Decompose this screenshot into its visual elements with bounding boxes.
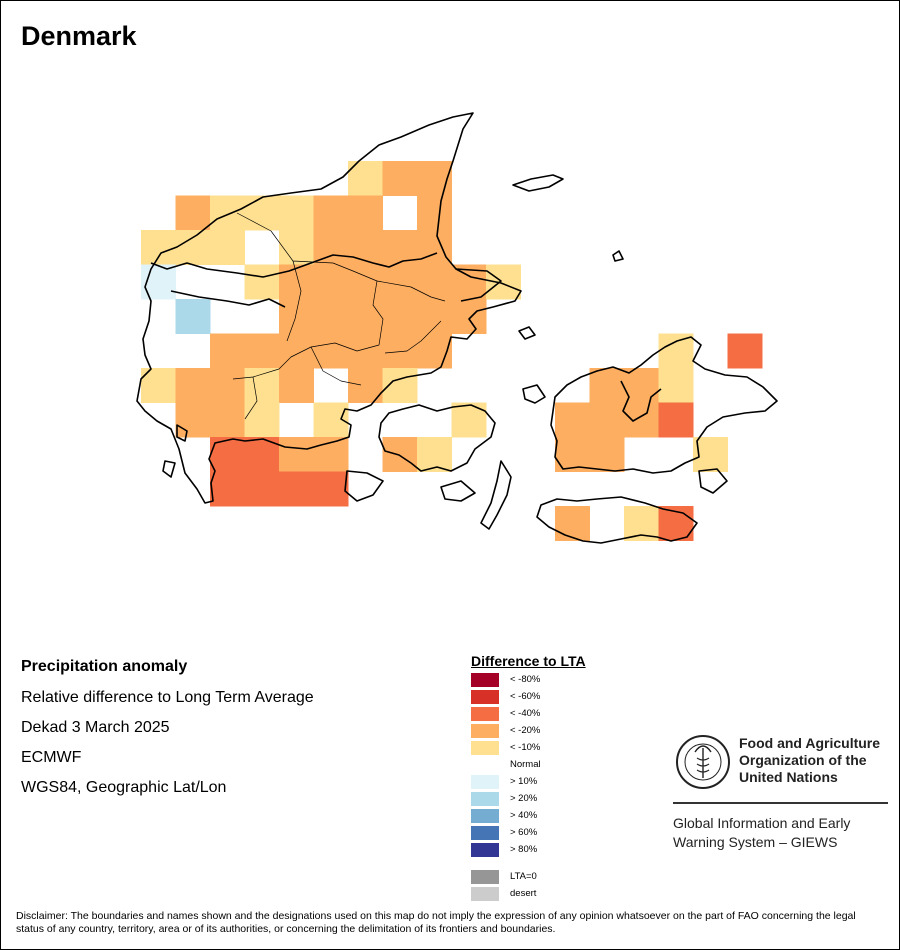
divider — [673, 802, 888, 804]
grid-cell — [348, 230, 383, 265]
grid-cell — [728, 334, 763, 369]
legend-swatch — [471, 870, 499, 884]
grid-cell — [210, 196, 245, 231]
legend-label: < -60% — [510, 691, 541, 702]
langeland — [481, 461, 511, 529]
legend-label: > 20% — [510, 793, 538, 804]
grid-cell — [383, 265, 418, 300]
grid-cell — [176, 368, 211, 403]
legend-label: > 80% — [510, 844, 538, 855]
grid-cell — [210, 230, 245, 265]
legend-swatch — [471, 724, 499, 738]
grid-cell — [555, 437, 590, 472]
grid-cell — [624, 403, 659, 438]
fao-name — [739, 735, 880, 786]
info-period: Dekad 3 March 2025 — [21, 719, 170, 736]
grid-cell — [417, 299, 452, 334]
grid-cell — [590, 368, 625, 403]
grid-cell — [279, 230, 314, 265]
legend-swatch — [471, 673, 499, 687]
giews-line1: Global Information and Early — [673, 815, 851, 831]
legend-label: > 60% — [510, 827, 538, 838]
grid-cell — [590, 403, 625, 438]
grid-cell — [452, 403, 487, 438]
grid-cell — [245, 403, 280, 438]
grid-cell — [383, 161, 418, 196]
legend-label: Normal — [510, 759, 541, 770]
info-subtitle: Relative difference to Long Term Average — [21, 689, 314, 706]
legend-label: LTA=0 — [510, 871, 537, 882]
grid-cell — [659, 334, 694, 369]
grid-cell — [210, 472, 245, 507]
grid-cell — [383, 437, 418, 472]
grid-cell — [555, 506, 590, 541]
legend-swatch — [471, 826, 499, 840]
hirsholmene — [613, 251, 623, 261]
grid-cell — [210, 334, 245, 369]
legend-label: desert — [510, 888, 537, 899]
grid-cell — [245, 472, 280, 507]
legend-swatch — [471, 741, 499, 755]
grid-cell — [176, 403, 211, 438]
legend-swatch — [471, 887, 499, 901]
legend-label: > 10% — [510, 776, 538, 787]
grid-cell — [279, 437, 314, 472]
grid-cell — [659, 368, 694, 403]
legend-swatch — [471, 809, 499, 823]
grid-cell — [176, 299, 211, 334]
legend-label: < -80% — [510, 674, 541, 685]
fao-name-line3: United Nations — [739, 769, 838, 785]
samso — [523, 385, 545, 403]
info-source: ECMWF — [21, 749, 82, 766]
grid-cell — [141, 230, 176, 265]
grid-cell — [245, 368, 280, 403]
grid-cell — [348, 265, 383, 300]
romo — [163, 461, 175, 477]
grid-cell — [314, 299, 349, 334]
grid-cell — [417, 437, 452, 472]
grid-cell — [279, 265, 314, 300]
disclaimer: Disclaimer: The boundaries and names shown and the designations used on this map do not imply the expression of any opinion whatsoever on the part of FAO concerning the legal status of any country, territory, area or of its authorities, or concerning the delimitation of its frontiers and boundaries. — [16, 910, 856, 935]
grid-cell — [383, 334, 418, 369]
legend-label: < -20% — [510, 725, 541, 736]
grid-cell — [210, 368, 245, 403]
grid-cell — [348, 196, 383, 231]
legend-title: Difference to LTA — [471, 653, 586, 669]
grid-cell — [417, 265, 452, 300]
grid-cell — [452, 299, 487, 334]
grid-cell — [176, 196, 211, 231]
grid-cell — [245, 334, 280, 369]
grid-cell — [417, 196, 452, 231]
legend-swatch — [471, 690, 499, 704]
grid-cell — [486, 265, 521, 300]
grid-cell — [279, 334, 314, 369]
grid-cell — [245, 196, 280, 231]
grid-cell — [590, 437, 625, 472]
grid-cell — [279, 472, 314, 507]
grid-cell — [348, 334, 383, 369]
fao-logo-icon — [673, 734, 733, 790]
grid-cell — [210, 403, 245, 438]
map-title: Denmark — [21, 21, 137, 51]
grid-cell — [383, 299, 418, 334]
legend-label: < -40% — [510, 708, 541, 719]
grid-cell — [555, 403, 590, 438]
giews-name — [673, 814, 888, 852]
grid-cell — [314, 472, 349, 507]
laeso — [513, 175, 563, 191]
anholt — [519, 327, 535, 339]
moen — [699, 469, 727, 493]
info-heading: Precipitation anomaly — [21, 658, 188, 675]
grid-cell — [176, 230, 211, 265]
als — [345, 471, 383, 501]
legend-swatch — [471, 775, 499, 789]
grid-cell — [279, 368, 314, 403]
grid-cell — [659, 403, 694, 438]
grid-cell — [279, 299, 314, 334]
grid-cell — [314, 265, 349, 300]
grid-cell — [314, 196, 349, 231]
giews-line2: Warning System – GIEWS — [673, 834, 838, 850]
grid-cell — [417, 230, 452, 265]
grid-cell — [348, 299, 383, 334]
grid-cell — [245, 265, 280, 300]
legend-swatch — [471, 843, 499, 857]
precipitation-anomaly-map — [1, 1, 899, 641]
fao-name-line2: Organization of the — [739, 752, 867, 768]
legend-swatch — [471, 792, 499, 806]
aero — [441, 481, 475, 501]
legend-label: > 40% — [510, 810, 538, 821]
grid-cell — [279, 196, 314, 231]
fao-name-line1: Food and Agriculture — [739, 735, 881, 751]
legend-swatch — [471, 707, 499, 721]
legend-label: < -10% — [510, 742, 541, 753]
info-projection: WGS84, Geographic Lat/Lon — [21, 779, 227, 796]
